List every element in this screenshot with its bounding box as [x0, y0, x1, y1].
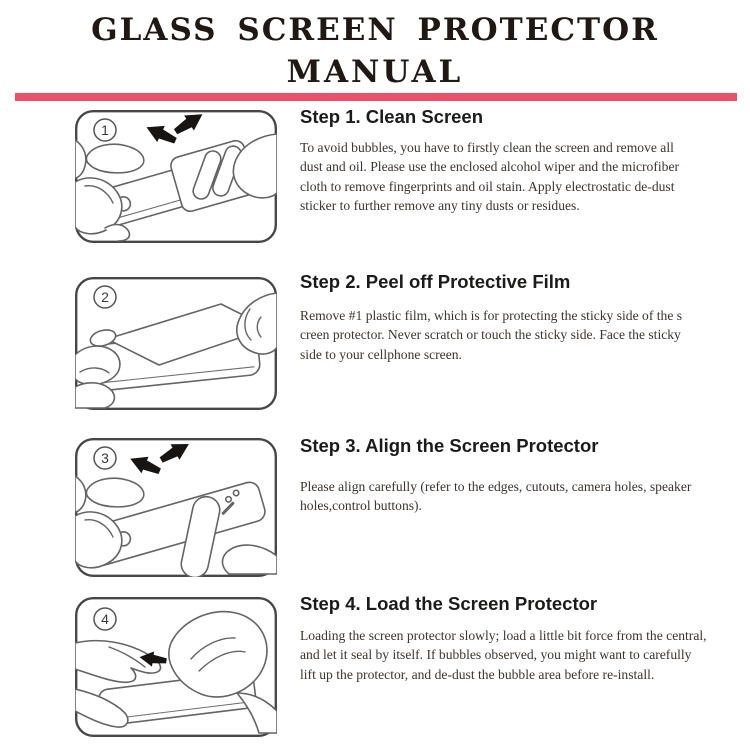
step2-figure	[75, 277, 277, 410]
thumb-icon	[86, 144, 143, 173]
step-number: 4	[101, 611, 109, 627]
body-line: creen protector. Never scratch or touch the sticky side. Face the sticky	[300, 327, 681, 343]
title-divider	[15, 93, 737, 101]
step1-illustration	[75, 110, 277, 243]
pinching-hand-icon	[75, 346, 120, 408]
step-number: 2	[101, 289, 109, 305]
page-title	[0, 12, 750, 90]
body-line: and let it seal by itself. If bubbles observed, you might want to carefully	[300, 647, 692, 663]
body-line: sticker to further remove any tiny dusts or residues.	[300, 198, 580, 214]
page-title-line2: MANUAL	[286, 54, 464, 90]
body-line: Please align carefully (refer to the edges, cutouts, camera holes, speaker	[300, 479, 692, 494]
step1-heading: Step 1. Clean Screen	[300, 106, 484, 127]
body-line: To avoid bubbles, you have to firstly clean the screen and remove all	[300, 140, 674, 155]
step-number-badge	[94, 286, 116, 308]
step3-body	[300, 477, 750, 516]
step4-illustration	[75, 597, 277, 737]
step-number-badge	[94, 608, 116, 630]
step-number-badge	[94, 119, 116, 141]
body-line: dust and oil. Please use the enclosed alcohol wiper and the microfiber	[300, 159, 679, 175]
step3-illustration	[75, 438, 277, 577]
step-number: 1	[101, 122, 109, 138]
sensor-hole-icon	[233, 490, 240, 497]
step3-heading: Step 3. Align the Screen Protector	[300, 435, 599, 456]
body-line: lift up the protector, and de-dust the bubble area before re-install.	[300, 666, 655, 682]
step2-heading: Step 2. Peel off Protective Film	[300, 271, 571, 292]
step2-body	[300, 306, 750, 364]
step4-body	[300, 626, 750, 684]
thumb-icon	[86, 478, 143, 507]
step4-figure	[75, 597, 277, 737]
step1-figure	[75, 110, 277, 243]
page-title-line1: GLASS SCREEN PROTECTOR	[91, 12, 659, 48]
step3-figure	[75, 438, 277, 577]
step4-heading: Step 4. Load the Screen Protector	[300, 593, 598, 614]
step-number-badge	[94, 447, 116, 469]
body-line: side to your cellphone screen.	[300, 346, 462, 362]
step-number: 3	[101, 450, 109, 466]
body-line: cloth to remove fingerprints and oil stain. Apply electrostatic de-dust	[300, 178, 675, 194]
body-line: Loading the screen protector slowly; load a little bit force from the central,	[300, 628, 707, 643]
step2-illustration	[75, 277, 277, 410]
body-line: holes,control buttons).	[300, 498, 422, 514]
body-line: Remove #1 plastic film, which is for protecting the sticky side of the s	[300, 308, 683, 323]
camera-hole-icon	[225, 496, 232, 503]
step1-body	[300, 138, 750, 216]
